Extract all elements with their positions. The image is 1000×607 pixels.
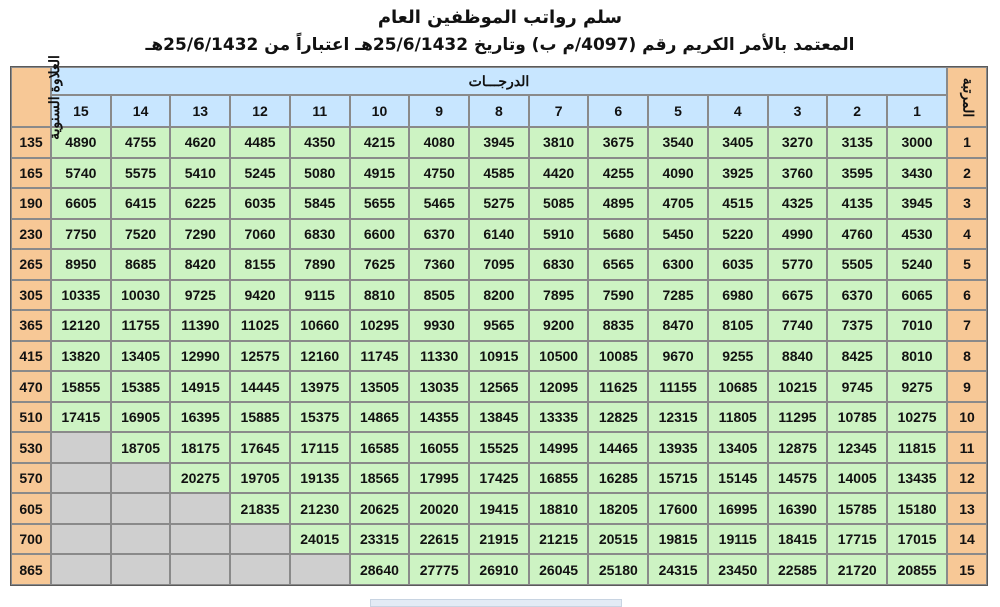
salary-cell: 17715	[827, 524, 887, 555]
salary-cell: 7010	[887, 310, 947, 341]
salary-cell: 15785	[827, 493, 887, 524]
salary-cell: 13405	[111, 341, 171, 372]
salary-cell: 4325	[768, 188, 828, 219]
salary-cell: 13505	[350, 371, 410, 402]
salary-cell: 13405	[708, 432, 768, 463]
salary-cell: 8010	[887, 341, 947, 372]
salary-cell: 21915	[469, 524, 529, 555]
salary-cell: 11295	[768, 402, 828, 433]
salary-cell: 15385	[111, 371, 171, 402]
salary-cell: 7360	[409, 249, 469, 280]
salary-cell: 4755	[111, 127, 171, 158]
salary-cell: 11625	[588, 371, 648, 402]
degree-header: 6	[588, 95, 648, 127]
rank-cell: 8	[947, 341, 987, 372]
salary-cell: 20020	[409, 493, 469, 524]
degree-header: 14	[111, 95, 171, 127]
salary-cell: 16995	[708, 493, 768, 524]
salary-cell: 14465	[588, 432, 648, 463]
salary-cell: 19415	[469, 493, 529, 524]
salary-cell: 25180	[588, 554, 648, 585]
rank-cell: 3	[947, 188, 987, 219]
salary-cell: 7740	[768, 310, 828, 341]
salary-cell: 11155	[648, 371, 708, 402]
salary-cell: 7375	[827, 310, 887, 341]
annual-raise-cell: 305	[11, 280, 51, 311]
salary-cell: 6830	[529, 249, 589, 280]
table-row	[11, 463, 987, 494]
rank-cell: 9	[947, 371, 987, 402]
salary-cell: 10500	[529, 341, 589, 372]
salary-cell: 17995	[409, 463, 469, 494]
salary-cell: 21215	[529, 524, 589, 555]
annual-raise-cell: 700	[11, 524, 51, 555]
salary-cell: 6065	[887, 280, 947, 311]
salary-cell: 4080	[409, 127, 469, 158]
salary-cell: 19115	[708, 524, 768, 555]
table-row	[11, 341, 987, 372]
salary-cell: 16585	[350, 432, 410, 463]
salary-cell: 5240	[887, 249, 947, 280]
salary-cell: 6675	[768, 280, 828, 311]
salary-cell: 5770	[768, 249, 828, 280]
salary-cell: 13335	[529, 402, 589, 433]
salary-cell: 16390	[768, 493, 828, 524]
degree-header: 3	[768, 95, 828, 127]
salary-cell: 8840	[768, 341, 828, 372]
rank-cell: 15	[947, 554, 987, 585]
annual-raise-cell: 365	[11, 310, 51, 341]
salary-cell: 4090	[648, 158, 708, 189]
table-row	[11, 127, 987, 158]
salary-cell: 10215	[768, 371, 828, 402]
rank-header	[947, 67, 987, 127]
table-row	[11, 158, 987, 189]
salary-cell: 8105	[708, 310, 768, 341]
salary-cell: 18810	[529, 493, 589, 524]
annual-raise-cell: 190	[11, 188, 51, 219]
salary-cell: 10275	[887, 402, 947, 433]
salary-cell: 21835	[230, 493, 290, 524]
salary-cell: 7285	[648, 280, 708, 311]
table-row	[11, 554, 987, 585]
annual-raise-cell: 470	[11, 371, 51, 402]
salary-cell: 10660	[290, 310, 350, 341]
table-row	[11, 188, 987, 219]
salary-cell: 26045	[529, 554, 589, 585]
empty-cell	[51, 432, 111, 463]
empty-cell	[111, 493, 171, 524]
salary-cell: 15715	[648, 463, 708, 494]
salary-cell: 6035	[230, 188, 290, 219]
salary-cell: 6605	[51, 188, 111, 219]
salary-cell: 10295	[350, 310, 410, 341]
salary-cell: 12565	[469, 371, 529, 402]
salary-cell: 23315	[350, 524, 410, 555]
table-row	[11, 249, 987, 280]
salary-cell: 8505	[409, 280, 469, 311]
salary-cell: 5655	[350, 188, 410, 219]
empty-cell	[170, 554, 230, 585]
salary-cell: 14445	[230, 371, 290, 402]
annual-raise-cell: 230	[11, 219, 51, 250]
salary-cell: 9745	[827, 371, 887, 402]
empty-cell	[51, 524, 111, 555]
salary-cell: 9255	[708, 341, 768, 372]
salary-cell: 11815	[887, 432, 947, 463]
salary-cell: 4915	[350, 158, 410, 189]
salary-cell: 14995	[529, 432, 589, 463]
rank-cell: 12	[947, 463, 987, 494]
salary-cell: 3000	[887, 127, 947, 158]
annual-raise-cell: 865	[11, 554, 51, 585]
rank-cell: 5	[947, 249, 987, 280]
rank-cell: 2	[947, 158, 987, 189]
annual-raise-header-label: العلاوة السنوية	[45, 54, 62, 140]
table-row	[11, 371, 987, 402]
salary-cell: 4420	[529, 158, 589, 189]
salary-cell: 15180	[887, 493, 947, 524]
degree-header: 10	[350, 95, 410, 127]
salary-cell: 19705	[230, 463, 290, 494]
rank-cell: 6	[947, 280, 987, 311]
page-title: سلم رواتب الموظفين العام	[377, 7, 623, 28]
salary-cell: 16905	[111, 402, 171, 433]
salary-cell: 6600	[350, 219, 410, 250]
salary-cell: 18415	[768, 524, 828, 555]
salary-cell: 21720	[827, 554, 887, 585]
salary-cell: 7890	[290, 249, 350, 280]
salary-cell: 19815	[648, 524, 708, 555]
salary-cell: 5740	[51, 158, 111, 189]
salary-cell: 14575	[768, 463, 828, 494]
empty-cell	[170, 493, 230, 524]
salary-cell: 9670	[648, 341, 708, 372]
salary-cell: 7095	[469, 249, 529, 280]
salary-cell: 17015	[887, 524, 947, 555]
salary-cell: 17645	[230, 432, 290, 463]
salary-cell: 11025	[230, 310, 290, 341]
degree-header: 1	[887, 95, 947, 127]
salary-cell: 7290	[170, 219, 230, 250]
salary-cell: 5450	[648, 219, 708, 250]
salary-cell: 4585	[469, 158, 529, 189]
salary-cell: 17425	[469, 463, 529, 494]
degree-header: 4	[708, 95, 768, 127]
rank-cell: 1	[947, 127, 987, 158]
salary-cell: 4530	[887, 219, 947, 250]
salary-cell: 5220	[708, 219, 768, 250]
empty-cell	[111, 524, 171, 555]
salary-cell: 5845	[290, 188, 350, 219]
salary-cell: 5910	[529, 219, 589, 250]
rank-cell: 13	[947, 493, 987, 524]
salary-cell: 18705	[111, 432, 171, 463]
salary-cell: 16855	[529, 463, 589, 494]
salary-cell: 4750	[409, 158, 469, 189]
salary-cell: 3595	[827, 158, 887, 189]
salary-cell: 9200	[529, 310, 589, 341]
salary-cell: 9930	[409, 310, 469, 341]
degrees-group-header: الدرجـــات	[51, 67, 947, 95]
salary-cell: 4705	[648, 188, 708, 219]
salary-cell: 11755	[111, 310, 171, 341]
salary-cell: 3270	[768, 127, 828, 158]
salary-cell: 11330	[409, 341, 469, 372]
salary-cell: 11805	[708, 402, 768, 433]
salary-cell: 20855	[887, 554, 947, 585]
salary-cell: 16055	[409, 432, 469, 463]
salary-cell: 8835	[588, 310, 648, 341]
salary-cell: 5275	[469, 188, 529, 219]
scroll-strip	[370, 599, 622, 607]
salary-cell: 7060	[230, 219, 290, 250]
salary-cell: 12345	[827, 432, 887, 463]
salary-cell: 12575	[230, 341, 290, 372]
salary-cell: 7625	[350, 249, 410, 280]
degree-header: 2	[827, 95, 887, 127]
salary-cell: 9725	[170, 280, 230, 311]
degree-header: 13	[170, 95, 230, 127]
salary-cell: 17415	[51, 402, 111, 433]
salary-scale-table	[10, 54, 988, 586]
salary-cell: 8420	[170, 249, 230, 280]
salary-cell: 24015	[290, 524, 350, 555]
empty-cell	[170, 524, 230, 555]
salary-cell: 3675	[588, 127, 648, 158]
salary-cell: 3405	[708, 127, 768, 158]
salary-cell: 4350	[290, 127, 350, 158]
salary-cell: 14355	[409, 402, 469, 433]
salary-cell: 5080	[290, 158, 350, 189]
salary-cell: 9420	[230, 280, 290, 311]
salary-cell: 26910	[469, 554, 529, 585]
salary-cell: 7895	[529, 280, 589, 311]
salary-cell: 20625	[350, 493, 410, 524]
degree-header: 9	[409, 95, 469, 127]
salary-cell: 11390	[170, 310, 230, 341]
salary-cell: 5505	[827, 249, 887, 280]
empty-cell	[111, 554, 171, 585]
degree-header: 8	[469, 95, 529, 127]
salary-cell: 8155	[230, 249, 290, 280]
salary-cell: 3135	[827, 127, 887, 158]
table-row	[11, 432, 987, 463]
salary-cell: 10030	[111, 280, 171, 311]
salary-cell: 15525	[469, 432, 529, 463]
empty-cell	[51, 554, 111, 585]
empty-cell	[290, 554, 350, 585]
empty-cell	[230, 524, 290, 555]
salary-cell: 8810	[350, 280, 410, 311]
salary-cell: 21230	[290, 493, 350, 524]
empty-cell	[51, 493, 111, 524]
salary-cell: 6565	[588, 249, 648, 280]
table-row	[11, 524, 987, 555]
salary-cell: 12095	[529, 371, 589, 402]
salary-cell: 13435	[887, 463, 947, 494]
salary-cell: 4215	[350, 127, 410, 158]
rank-cell: 4	[947, 219, 987, 250]
salary-cell: 10335	[51, 280, 111, 311]
salary-cell: 5575	[111, 158, 171, 189]
table-row	[11, 402, 987, 433]
annual-raise-cell: 605	[11, 493, 51, 524]
salary-cell: 22615	[409, 524, 469, 555]
degree-header: 5	[648, 95, 708, 127]
salary-cell: 12315	[648, 402, 708, 433]
degree-header: 11	[290, 95, 350, 127]
annual-raise-cell: 570	[11, 463, 51, 494]
salary-cell: 18175	[170, 432, 230, 463]
rank-cell: 10	[947, 402, 987, 433]
salary-cell: 6830	[290, 219, 350, 250]
salary-cell: 5465	[409, 188, 469, 219]
salary-cell: 6980	[708, 280, 768, 311]
salary-cell: 28640	[350, 554, 410, 585]
degree-header: 12	[230, 95, 290, 127]
salary-cell: 4890	[51, 127, 111, 158]
salary-cell: 11745	[350, 341, 410, 372]
salary-cell: 3540	[648, 127, 708, 158]
annual-raise-cell: 510	[11, 402, 51, 433]
page-subtitle: المعتمد بالأمر الكريم رقم (4097/م ب) وتاريخ 25/6/1432هـ اعتباراً من 25/6/1432هـ	[145, 35, 855, 55]
salary-cell: 6370	[409, 219, 469, 250]
salary-cell: 4485	[230, 127, 290, 158]
table-row	[11, 219, 987, 250]
salary-cell: 3430	[887, 158, 947, 189]
salary-cell: 7520	[111, 219, 171, 250]
salary-cell: 17115	[290, 432, 350, 463]
salary-cell: 8200	[469, 280, 529, 311]
salary-cell: 3760	[768, 158, 828, 189]
salary-cell: 19135	[290, 463, 350, 494]
salary-cell: 14005	[827, 463, 887, 494]
rank-cell: 11	[947, 432, 987, 463]
salary-cell: 23450	[708, 554, 768, 585]
salary-cell: 3925	[708, 158, 768, 189]
degree-header: 7	[529, 95, 589, 127]
salary-cell: 13035	[409, 371, 469, 402]
salary-cell: 12825	[588, 402, 648, 433]
annual-raise-cell: 165	[11, 158, 51, 189]
salary-cell: 10085	[588, 341, 648, 372]
salary-cell: 4135	[827, 188, 887, 219]
annual-raise-cell: 265	[11, 249, 51, 280]
salary-cell: 6300	[648, 249, 708, 280]
salary-cell: 12160	[290, 341, 350, 372]
empty-cell	[51, 463, 111, 494]
salary-cell: 10685	[708, 371, 768, 402]
salary-cell: 6035	[708, 249, 768, 280]
salary-cell: 24315	[648, 554, 708, 585]
degree-header: 15	[51, 95, 111, 127]
annual-raise-header	[11, 54, 62, 140]
salary-cell: 4515	[708, 188, 768, 219]
salary-cell: 15885	[230, 402, 290, 433]
salary-cell: 8685	[111, 249, 171, 280]
salary-cell: 14915	[170, 371, 230, 402]
salary-cell: 3945	[887, 188, 947, 219]
table-row	[11, 493, 987, 524]
salary-cell: 16285	[588, 463, 648, 494]
salary-cell: 4990	[768, 219, 828, 250]
salary-cell: 14865	[350, 402, 410, 433]
salary-cell: 5410	[170, 158, 230, 189]
rank-cell: 14	[947, 524, 987, 555]
salary-cell: 3945	[469, 127, 529, 158]
salary-cell: 13975	[290, 371, 350, 402]
salary-cell: 9275	[887, 371, 947, 402]
salary-cell: 15375	[290, 402, 350, 433]
salary-cell: 20515	[588, 524, 648, 555]
salary-cell: 5085	[529, 188, 589, 219]
salary-cell: 27775	[409, 554, 469, 585]
salary-cell: 12875	[768, 432, 828, 463]
salary-cell: 6225	[170, 188, 230, 219]
salary-cell: 8425	[827, 341, 887, 372]
salary-cell: 13845	[469, 402, 529, 433]
salary-cell: 5680	[588, 219, 648, 250]
salary-cell: 4255	[588, 158, 648, 189]
annual-raise-cell: 135	[11, 127, 51, 158]
salary-cell: 6415	[111, 188, 171, 219]
annual-raise-cell: 415	[11, 341, 51, 372]
salary-cell: 12990	[170, 341, 230, 372]
salary-cell: 12120	[51, 310, 111, 341]
salary-cell: 3810	[529, 127, 589, 158]
salary-cell: 17600	[648, 493, 708, 524]
salary-cell: 20275	[170, 463, 230, 494]
salary-cell: 6370	[827, 280, 887, 311]
salary-cell: 9115	[290, 280, 350, 311]
salary-cell: 15145	[708, 463, 768, 494]
annual-raise-cell: 530	[11, 432, 51, 463]
salary-cell: 5245	[230, 158, 290, 189]
salary-cell: 8470	[648, 310, 708, 341]
salary-cell: 7590	[588, 280, 648, 311]
empty-cell	[230, 554, 290, 585]
rank-header-label: المرتبة	[960, 77, 977, 117]
salary-cell: 13935	[648, 432, 708, 463]
empty-cell	[111, 463, 171, 494]
salary-cell: 10785	[827, 402, 887, 433]
salary-cell: 10915	[469, 341, 529, 372]
table-row	[11, 310, 987, 341]
salary-cell: 4895	[588, 188, 648, 219]
salary-cell: 22585	[768, 554, 828, 585]
salary-cell: 15855	[51, 371, 111, 402]
rank-cell: 7	[947, 310, 987, 341]
salary-cell: 9565	[469, 310, 529, 341]
salary-cell: 7750	[51, 219, 111, 250]
salary-cell: 6140	[469, 219, 529, 250]
table-row	[11, 280, 987, 311]
salary-cell: 4760	[827, 219, 887, 250]
salary-cell: 18565	[350, 463, 410, 494]
salary-cell: 13820	[51, 341, 111, 372]
salary-cell: 18205	[588, 493, 648, 524]
salary-cell: 4620	[170, 127, 230, 158]
salary-cell: 16395	[170, 402, 230, 433]
salary-cell: 8950	[51, 249, 111, 280]
